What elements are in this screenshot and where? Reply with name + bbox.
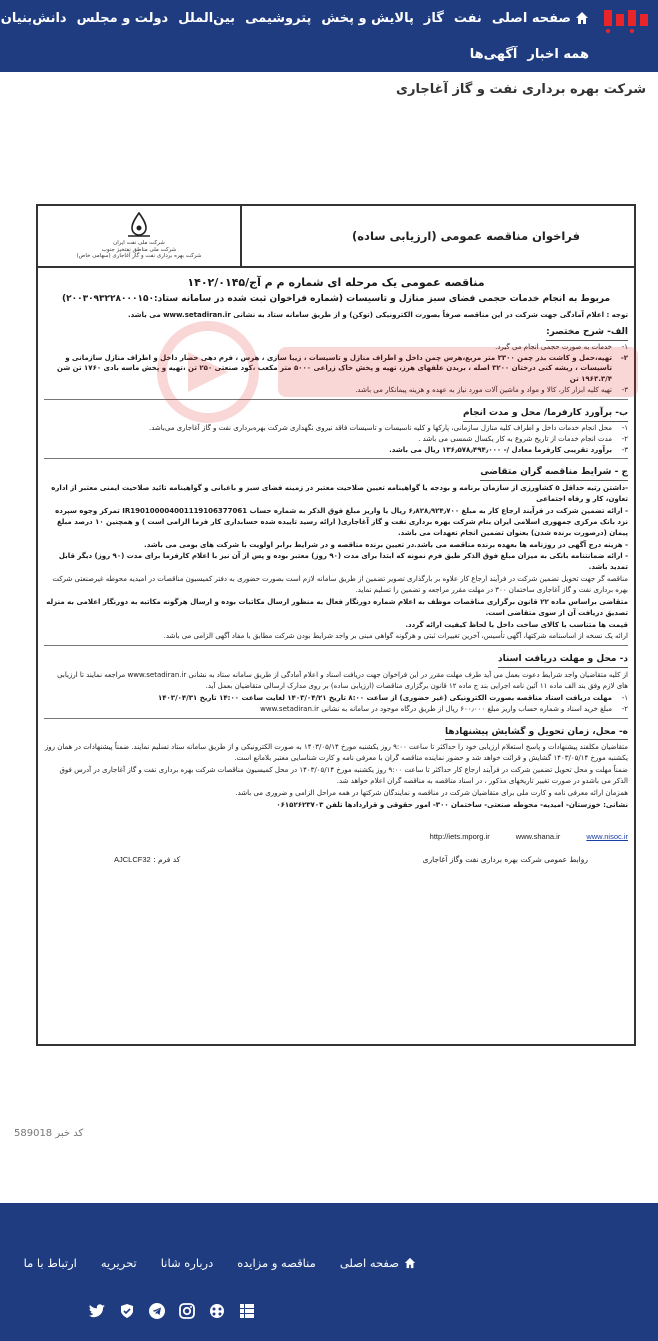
nav-government[interactable]: دولت و مجلس [76,10,169,26]
nioc-logo-icon [124,212,154,238]
nav-refining[interactable]: پالایش و پخش [321,10,414,26]
divider [44,718,628,719]
news-code-value: 589018 [14,1128,53,1139]
tender-document [36,204,636,1046]
instagram-icon[interactable] [178,1302,196,1320]
company-caption: شرکت ملی نفت ایران شرکت ملی مناطق نفتخیز جنوب شرکت بهره برداری نفت و گاز آغاجاری (سهامی خاص) [76,240,202,260]
footer-nav-tenders[interactable]: مناقصه و مزایده [237,1256,316,1270]
nav-international[interactable]: بین‌الملل [178,10,236,26]
link-shana: www.shana.ir [515,831,561,841]
item-b2: ۲- مدت انجام خدمات از تاریخ شروع به کار یکسال شمسی می باشد . [418,434,628,443]
section-d-title: د- محل و مهلت دریافت اسناد [498,653,628,668]
item-c2: - ارائه تضمین شرکت در فرآیند ارجاع کار به مبلغ ۶٫۸۲۸٫۹۲۴٫۷۰۰ ریال یا واریز مبلغ فوق الذکر به شماره حساب IR190100004001119106377061 تمرکز وجوه سپرده نزد بانک مرکزی جمهوری اسلامی ایران بنام شرکت بهره برداری نفت و گاز آغاجاری( ارائه رسید تاییده شده حسابداری کار فرما الزامی است ) و همچنین ۱۰ درصد مبلغ پیمان (درصورت برنده شدن) بعنوان تضمین انجام تعهدات می باشد. [55,507,628,537]
item-a3: ۳- تهیه کلیه ابزار کار، کالا و مواد و ماشین آلات مورد نیاز به عهده و هزینه پیمانکار می باشد. [355,386,628,395]
item-e2: ضمناً مهلت و محل تحویل تضمین شرکت در فرآیند ارجاع کار حداکثر تا ساعت ۹:۰۰ روز یکشنبه مورخ ۱۴۰۳/۰۵/۱۴ در محل کمیسیون مناقصات شرکت بهره برداری نفت و گاز آغاجاری در آدرس فوق الذکر می باشدو در صورت تغییر تاریخهای مذکور ، در اسناد مناقصه به مناقصه گران اعلام خواهد شد. [59,766,628,785]
item-d2: ۲- مبلغ خرید اسناد و شماره حساب واریز مبلغ ۶۰۰٫۰۰۰ ریال از طریق درگاه موجود در سامانه به نشانی www.setadiran.ir [260,704,628,713]
public-relations-signature: روابط عمومی شرکت بهره برداری نفت وگاز آغاجاری [422,855,588,865]
item-a2: ۲- تهیه،حمل و کاشت بذر چمن ۳۳۰۰ متر مربع،هرس چمن داخل و اطراف منازل و تاسیسات ، زیبا سازی ، هرس ، فرم دهی حصار داخل و اطراف منازل سازمانی و تاسیسات ، ریشه کنی درختان ۳۲۰۰ اصله ، بریدن علفهای هرز، تهیه و پخش خاک زراعی ۵۰۰۰ متر مکعب ،کود صنعتی ۲۵۰ تن ،تهیه و پخش ماسه بادی ۱۷۶۰ تن شن ۱۹۶۳.۳/۴ تن [57,353,628,384]
document-links [44,831,628,843]
footer-nav-contact[interactable]: ارتباط با ما [23,1256,77,1270]
form-code-group: کد فرم : AJCLCF32 [114,855,181,865]
item-a1: ۱- خدمات به صورت حجمی انجام می گیرد. [495,342,628,351]
item-b3: ۳- برآورد تقریبی کارفرما معادل /- ۱۳۶٫۵۷۸٫۴۹۴٫۰۰۰ ریال می باشد. [389,445,628,454]
item-c7: قیمت ها متناسب با کالای ساخت داخل با لحاظ کیفیت ارائه گردد. [405,620,628,629]
footer-nav-editorial[interactable]: تحریریه [100,1256,137,1270]
item-c6: متقاضی براساس ماده ۲۲ قانون برگزاری مناقصات موظف به اعلام شماره دورنگار فعال به منظور ارسال مکاتبات بوده و ارسال هرگونه مکاتبه به دورنگار اعلامی به منزله تصدیق دریافت آن از سوی متقاضی است. [46,597,628,617]
item-c1: -داشتن رتبه حداقل ۵ کشاورزی از سازمان برنامه و بودجه یا گواهینامه تعیین صلاحیت معتبر در زمینه فضای سبز و باغبانی و گواهینامه تائید صلاحیت ایمنی معتبر از اداره تعاون، کار و رفاه اجتماعی [51,484,628,504]
section-e-title: ه- محل، زمان تحویل و گشایش پیشنهادها [445,726,628,741]
divider [44,645,628,646]
divider [44,458,628,459]
document-body [38,268,634,866]
item-c4: - ارائه ضمانتنامه بانکی به میزان مبلغ فوق الذکر طبق فرم نمونه که ابتدا برای مدت (۹۰ روز) معتبر بوده و پس از آن نیز با اعلام کارفرما برای مدت (۹۰ روز) دیگر قابل تمدید باشد. [58,552,628,572]
home-icon [404,1257,416,1269]
document-footer [44,854,628,866]
twitter-icon[interactable] [88,1302,106,1320]
footer-nav-about[interactable]: درباره شانا [160,1256,214,1270]
nav-home[interactable]: صفحه اصلی [487,11,594,26]
item-e1: متقاضیان مکلفند پیشنهادات و پاسخ استعلام ارزیابی خود را حداکثر تا ساعت ۹:۰۰ روز یکشنبه مورخ ۱۴۰۳/۰۵/۱۴ به صورت الکترونیکی و از طریق سامانه ستاد تسلیم نمایند. ضمناً پیشنهادات در همان روز یکشنبه مورخ ۱۴۰۳/۰۵/۱۴ گشایش و قرائت خواهد شد و حضور نماینده مناقصه گران با معرفی نامه و کارت شناسایی معتبر بلامانع است. [44,743,628,763]
secondary-nav [465,36,594,72]
tender-subheading: مربوط به انجام خدمات حجمی فضای سبز منازل و تاسیسات (شماره فراخوان ثبت شده در سامانه ستاد:۲۰۰۳۰۹۳۲۲۸۰۰۰۱۵۰) [61,294,611,305]
social-links [88,1302,256,1320]
site-header [0,0,658,72]
main-nav [0,0,594,36]
item-e3: همزمان ارائه معرفی نامه و کارت ملی برای متقاضیان شرکت در مناقصه و نمایندگان شرکتها در همه مراحل الزامی و ضروری می باشد. [235,788,628,797]
site-footer [0,1203,658,1341]
footer-nav-home[interactable]: صفحه اصلی [328,1256,428,1270]
section-c-title: ج - شرایط مناقصه گران متقاضی [480,466,628,481]
nav-oil[interactable]: نفت [453,10,482,26]
item-c3: - هزینه درج آگهی در روزنامه ها بعهده برنده مناقصه می باشد.در تعیین برنده مناقصه و در شرایط برابر اولویت با شرکت های بومی می باشد. [144,540,628,549]
link-iets: http://iets.mporg.ir [429,831,490,841]
section-b-title: ب- برآورد کارفرما/ محل و مدت انجام [463,407,628,422]
footer-nav-more[interactable] [0,1256,12,1270]
section-a-title: الف- شرح مختصر: [546,326,628,341]
aparat-icon[interactable] [208,1302,226,1320]
item-d1: ۱- مهلت دریافت اسناد مناقصه بصورت الکترونیکی (غیر حضوری) از ساعت ۸:۰۰ تاریخ ۱۴۰۳/۰۴/۲۱ لغایت ساعت ۱۴:۰۰ تاریخ ۱۴۰۳/۰۴/۳۱ [157,693,628,702]
company-logo-cell [38,206,242,266]
nav-knowledge-based[interactable]: دانش‌بنیان [0,10,67,26]
document-title: فراخوان مناقصه عمومی (ارزیابی ساده) [352,229,580,243]
document-title-cell [242,206,634,266]
nav-petrochemical[interactable]: پتروشیمی [245,10,312,26]
form-code: AJCLCF32 [114,855,151,865]
item-d0: از کلیه متقاضیان واجد شرایط دعوت بعمل می آید طرف مهلت مقرر در این فراخوان جهت دریافت اسناد و اعلام آمادگی از طریق سامانه ستاد به نشانی www.setadiran.ir مراجعه نمایند تا ارزیابی های لازم وفق بند الف ماده ۱۱ آئین نامه اجرایی بند ج ماده ۱۲ قانون برگزاری مناقصات (ارزیابی ساده) بر روی مدارک ارسالی متقاضیان بعمل آید. [57,671,628,690]
grid-menu-icon[interactable] [238,1302,256,1320]
tender-heading: مناقصه عمومی یک مرحله ای شماره م م آج/۱۴۰۲/۰۱۴۵ [187,276,485,289]
tender-notice-image [20,200,638,1056]
item-e4: نشانی: خوزستان- امیدیه- محوطه صنعتی- ساختمان ۳۰۰- امور حقوقی و قراردادها تلفن ۰۶۱۵۲۶۲۳۷۰۳ [276,800,628,809]
telegram-icon[interactable] [148,1302,166,1320]
shana-logo[interactable] [598,4,654,36]
nav-ads[interactable]: آگهی‌ها [469,46,518,62]
divider [44,399,628,400]
item-b1: ۱- محل انجام خدمات داخل و اطراف کلیه منازل سازمانی، پارکها و کلیه تاسیسات و تاسیسات فاقد نیروی نگهداری شرکت بهره‌برداری نفت و گاز آغاجاری می‌باشد. [149,423,628,432]
tender-notice: توجه : اعلام آمادگی جهت شرکت در این مناقصه صرفاً بصورت الکترونیکی (توکن) و از طریق سامانه ستاد به نشانی www.setadiran.ir می باشد. [127,310,628,319]
article-title: شرکت بهره برداری نفت و گاز آغاجاری [396,82,646,97]
link-nisoc: www.nisoc.ir [586,831,628,841]
home-icon [575,11,589,25]
news-code: کد خبر 589018 [14,1128,84,1139]
document-header [38,206,634,268]
nav-gas[interactable]: گاز [423,10,444,26]
nav-all-news[interactable]: همه اخبار [527,46,589,62]
item-c5: مناقصه گر جهت تحویل تضمین شرکت در فرآیند ارجاع کار علاوه بر بارگذاری تصویر تضمین از طریق سامانه لازم است بصورت حضوری به دفتر کمیسیون مناقصات در امیدیه محوطه غیرصنعتی شرکت بهره برداری نفت و گاز آغاجاری ساختمان ۳۰۰ در مهلت مقرر مراجعه و تضمین را تسلیم نماید. [52,575,628,594]
footer-nav [0,1253,658,1273]
shield-app-icon[interactable] [118,1302,136,1320]
item-c8: ارائه یک نسخه از اساسنامه شرکتها، آگهی تأسیس، آخرین تغییرات ثبتی و هرگونه گواهی مبنی بر واجد شرایط بودن شرکت مطابق با مفاد آگهی الزامی می باشد. [163,632,628,641]
